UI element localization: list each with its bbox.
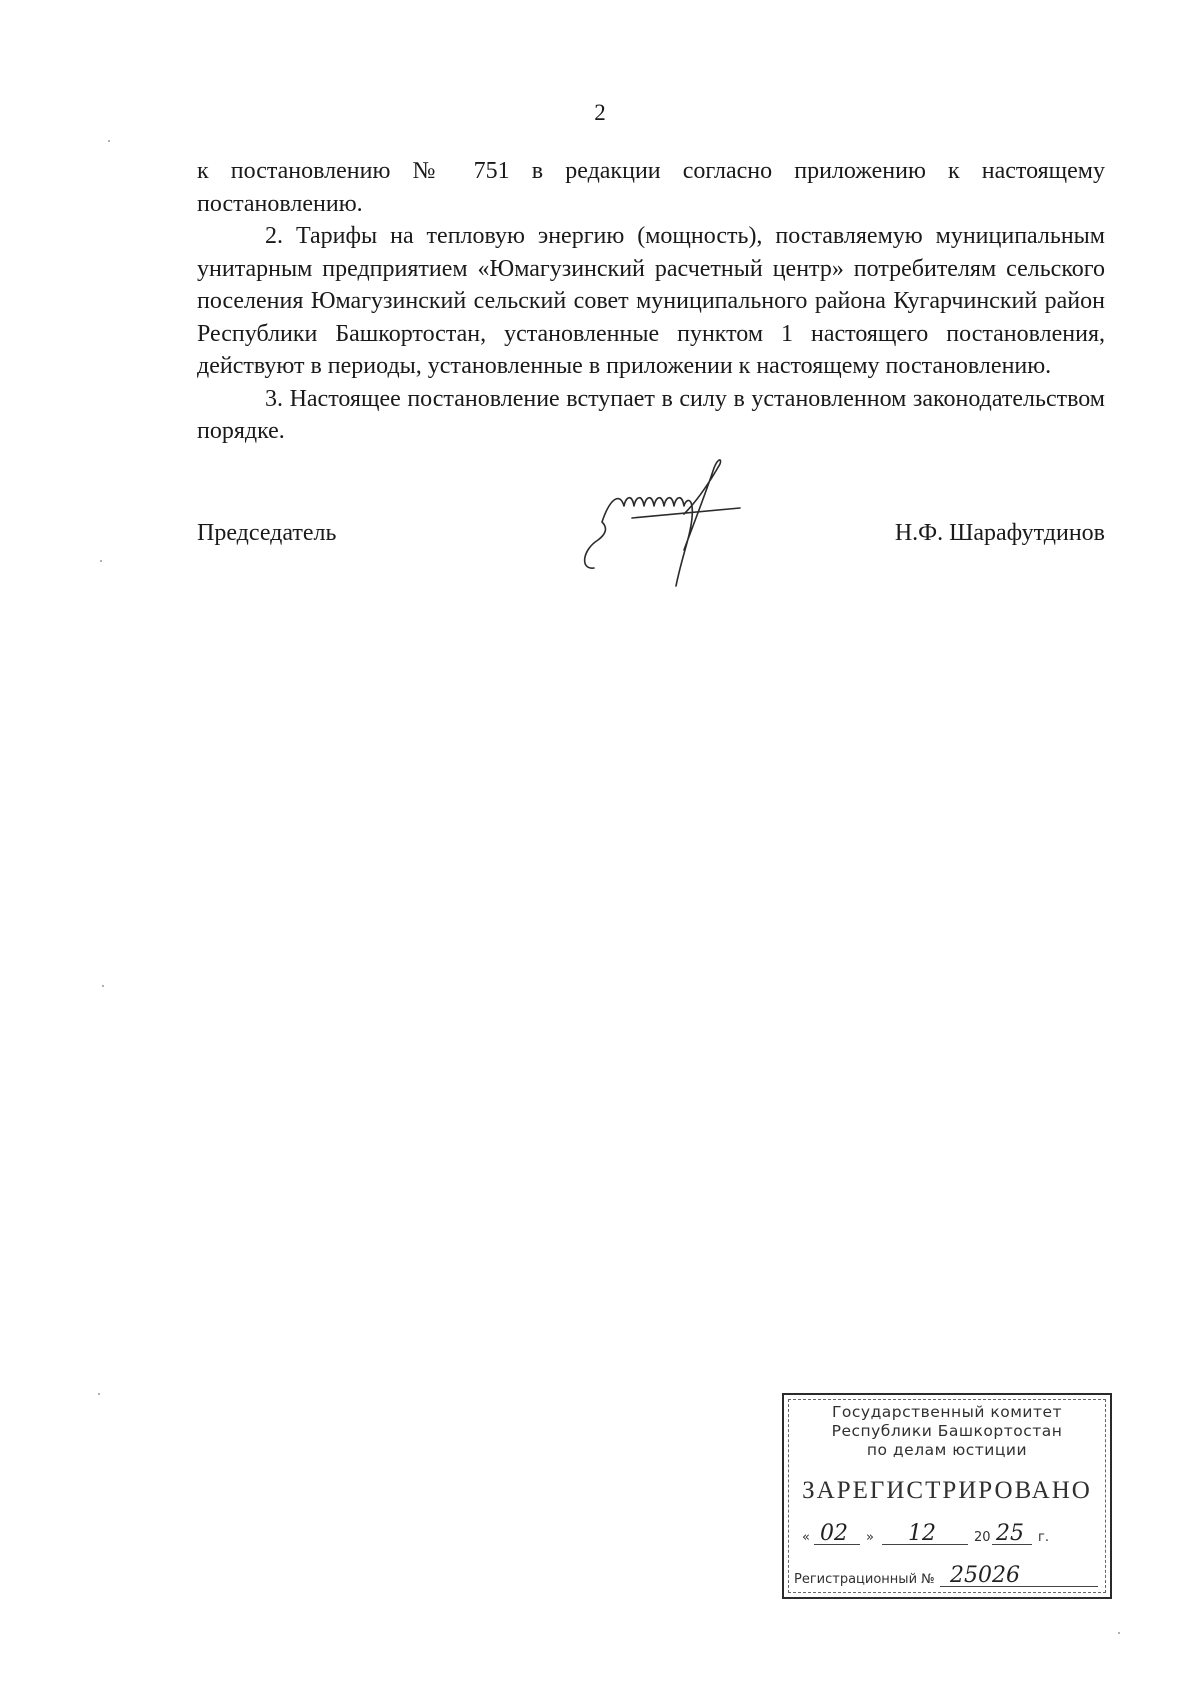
stamp-date (796, 1517, 1104, 1551)
scan-speck (1118, 1632, 1120, 1634)
signer-name: Н.Ф. Шарафутдинов (894, 520, 1105, 546)
scan-speck (102, 985, 104, 987)
stamp-date-year-unit: г. (1038, 1530, 1049, 1545)
scan-speck (108, 140, 110, 142)
stamp-org-line: Государственный комитет (831, 1403, 1063, 1421)
registration-stamp (782, 1393, 1112, 1599)
paragraph-item-3: 3. Настоящее постановление вступает в силу в установленном законодательством порядке. (197, 385, 1105, 444)
stamp-organization (784, 1403, 1110, 1460)
handwritten-signature (572, 458, 752, 598)
stamp-date-open-quote: « (802, 1530, 810, 1545)
stamp-reg-number: 25026 (950, 1563, 1020, 1588)
stamp-date-day: 02 (820, 1521, 848, 1546)
stamp-status: ЗАРЕГИСТРИРОВАНО (802, 1477, 1092, 1504)
stamp-date-year-prefix: 20 (974, 1530, 991, 1545)
stamp-org-line: по делам юстиции (866, 1441, 1028, 1459)
scan-speck (98, 1393, 100, 1395)
paragraph-continuation: к постановлению № 751 в редакции согласно приложению к настоящему постановлению. (197, 158, 1105, 217)
stamp-org-line: Республики Башкортостан (831, 1422, 1063, 1440)
stamp-date-year-suffix: 25 (996, 1521, 1024, 1546)
signer-position: Председатель (197, 520, 337, 546)
stamp-date-close-quote: » (866, 1530, 874, 1545)
stamp-registration (790, 1563, 1104, 1591)
paragraph-item-2: 2. Тарифы на тепловую энергию (мощность), поставляемую муниципальным унитарным предприятием «Юмагузинский расчетный центр» потребителям сельского поселения Юмагузинский сельский совет муниципального района Кугарчинский район Республики Башкортостан, установленные пунктом 1 настоящего постановления, действуют в периоды, установленные в приложении к настоящему постановлению. (197, 223, 1105, 379)
page-number: 2 (594, 100, 606, 125)
document-body (197, 155, 1105, 448)
stamp-reg-label: Регистрационный № (794, 1572, 935, 1587)
stamp-date-month: 12 (908, 1521, 936, 1546)
signature-block (197, 458, 1105, 598)
scan-speck (100, 560, 102, 562)
